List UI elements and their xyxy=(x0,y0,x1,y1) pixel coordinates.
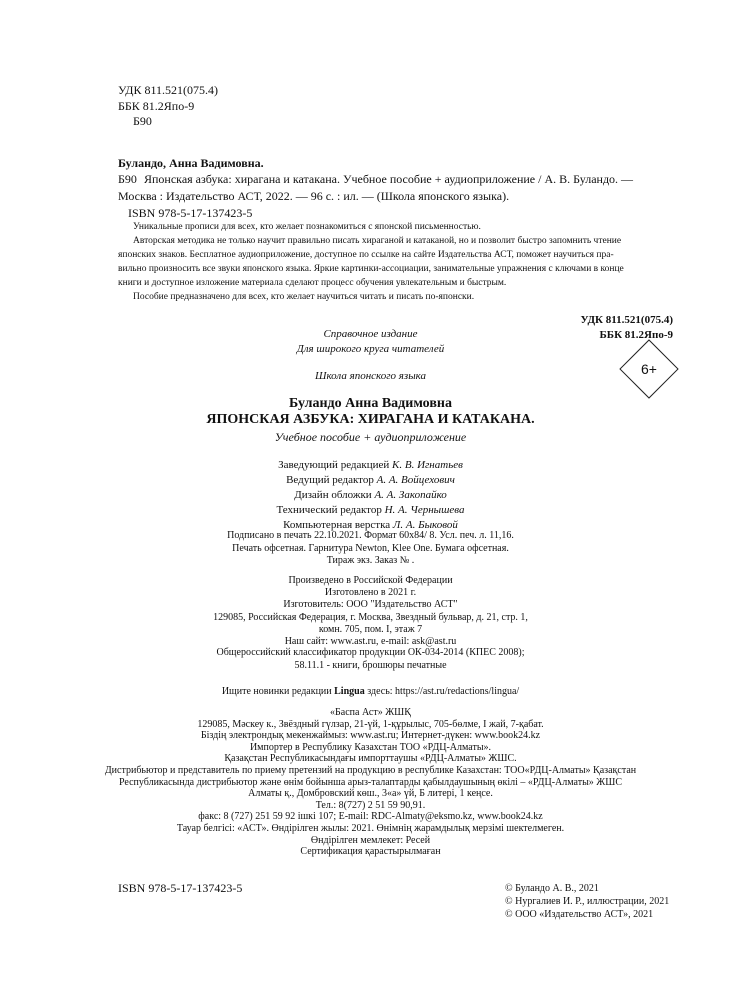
age-rating: 6+ xyxy=(641,361,657,377)
annotation-p2-l1: Авторская методика не только научит правильно писать хираганой и катаканой, но и позволит быстро запомнить чтение xyxy=(133,236,622,246)
credits xyxy=(0,458,741,533)
udk-code: УДК 811.521(075.4) xyxy=(118,83,219,97)
credit-line: Дизайн обложки А. А. Закопайко xyxy=(294,489,447,501)
lingua-brand: Lingua xyxy=(334,686,365,697)
annotation-p2-l4: книги и доступное изложение материала сделают процесс обучения увлекательным и быстрым. xyxy=(118,278,507,288)
bib-isbn: ISBN 978-5-17-137423-5 xyxy=(128,206,253,220)
bib-author: Буландо, Анна Вадимовна. xyxy=(118,156,264,170)
annotation-p2-l3: вильно произносить все звуки японского языка. Яркие картинки-ассоциации, занимательные упражнения с ключами в конце xyxy=(118,264,624,274)
annotation-p2-l2: японских знаков. Бесплатное аудиоприложение, доступное по ссылке на сайте Издательства АСТ, поможет научиться пра- xyxy=(118,250,614,260)
credit-line: Компьютерная верстка Л. А. Быковой xyxy=(283,519,458,531)
credit-line: Заведующий редакцией К. В. Игнатьев xyxy=(278,459,463,471)
author-mark: Б90 xyxy=(133,114,152,128)
copyright-illustrations: © Нургалиев И. Р., иллюстрации, 2021 xyxy=(505,896,670,907)
credit-line: Технический редактор Н. А. Чернышева xyxy=(276,504,465,516)
print-line-1: Подписано в печать 22.10.2021. Формат 60x84/ 8. Усл. печ. л. 11,16. xyxy=(227,530,514,541)
lingua-link-line: Ищите новинки редакции Lingua здесь: https://ast.ru/redactions/lingua/ xyxy=(221,686,520,697)
edition-series: Школа японского языка xyxy=(314,370,427,382)
bbk-right: ББК 81.2Япо-9 xyxy=(599,329,673,341)
udk-right: УДК 811.521(075.4) xyxy=(580,314,673,326)
book-title: ЯПОНСКАЯ АЗБУКА: ХИРАГАНА И КАТАКАНА. xyxy=(206,412,535,427)
edition-type: Справочное издание xyxy=(323,328,418,340)
kazakh-block: «Баспа Аст» ЖШҚ 129085, Мәскеу к., Звёздный гүлзар, 21-үй, 1-құрылыс, 705-бөлме, I жай, 7-қабат. Біздің электрондық мекенжаймыз: www.ast.ru; Интернет-дүкен: www.book24.kz Импортер в Республику Казахстан ТОО «РДЦ-Алматы». Қазақстан Республикасындағы импорттаушы «РДЦ-Алматы» ЖШС. Дистрибьютор и представитель по приему претензий на продукцию в республике Казахстан: ТОО«РДЦ-Алматы» Қазақстан Республикасында дистрибьютор және өнім бойынша арыз-талаптарды қабылдаушының өкілі – «РДЦ-Алматы» ЖШС Алматы қ., Домбровский көш., 3«а» үй, Б литері, 1 кеңсе. Тел.: 8(727) 2 51 59 90,91. факс: 8 (727) 251 59 92 ішкі 107; E-mail: RDC-Almaty@eksmo.kz, www.book24.kz Тауар белгісі: «АСТ». Өндірілген жылы: 2021. Өнімнің жарамдылық мерзімі шектелмеген. Өндірілген мемлекет: Ресей Сертификация қарастырылмаған xyxy=(104,707,637,858)
annotation-p1: Уникальные прописи для всех, кто желает познакомиться с японской письменностью. xyxy=(133,222,481,232)
print-line-2: Печать офсетная. Гарнитура Newton, Klee One. Бумага офсетная. xyxy=(232,542,509,554)
edition-audience: Для широкого круга читателей xyxy=(296,343,445,355)
title-author: Буландо Анна Вадимовна xyxy=(289,396,452,411)
book-subtitle: Учебное пособие + аудиоприложение xyxy=(274,430,467,444)
bib-code: Б90 xyxy=(118,172,137,186)
footer-isbn: ISBN 978-5-17-137423-5 xyxy=(118,881,243,895)
credit-line: Ведущий редактор А. А. Войцехович xyxy=(286,474,455,486)
print-info xyxy=(0,530,741,568)
bib-line-1: Японская азбука: хирагана и катакана. Учебное пособие + аудиоприложение / А. В. Буландо. — xyxy=(144,172,634,186)
production-info: Произведено в Российской Федерации Изготовлено в 2021 г. Изготовитель: ООО "Издательство АСТ" 129085, Российская Федерация, г. Москва, Звездный бульвар, д. 21, стр. 1, комн. 705, пом. I, этаж 7 Наш сайт: www.ast.ru, e-mail: ask@ast.ru xyxy=(213,575,528,648)
copyright-author: © Буландо А. В., 2021 xyxy=(505,883,599,894)
annotation-p3: Пособие предназначено для всех, кто желает научиться читать и писать по-японски. xyxy=(133,292,475,302)
bib-line-2: Москва : Издательство АСТ, 2022. — 96 с. : ил. — (Школа японского языка). xyxy=(118,189,510,203)
copyright-publisher: © ООО «Издательство АСТ», 2021 xyxy=(505,909,654,920)
print-line-3: Тираж экз. Заказ № . xyxy=(326,555,415,566)
okp-info: Общероссийский классификатор продукции ОК-034-2014 (КПЕС 2008); 58.11.1 - книги, брошюры печатные xyxy=(216,647,525,671)
bbk-code: ББК 81.2Япо-9 xyxy=(118,99,195,113)
